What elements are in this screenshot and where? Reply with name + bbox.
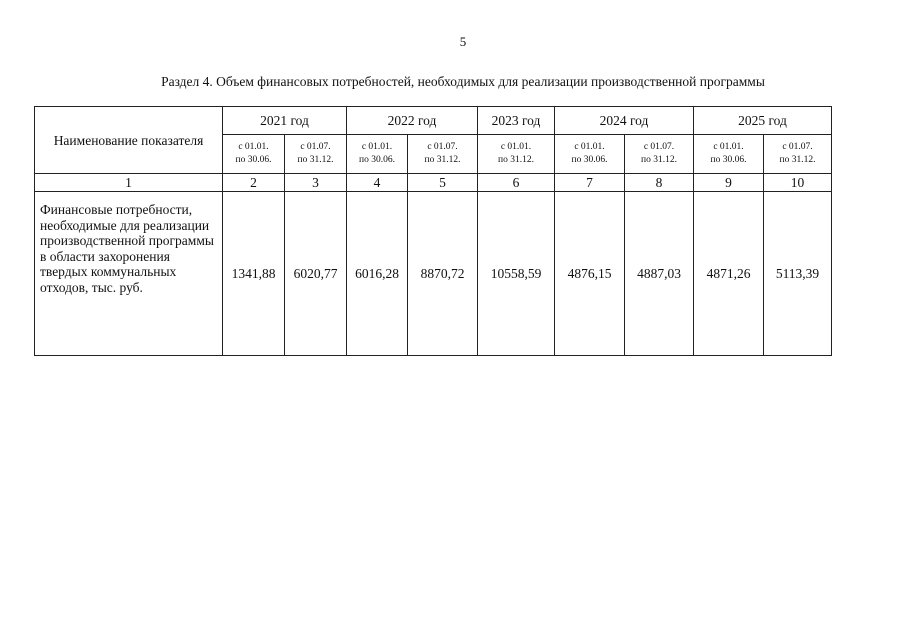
- value-cell: 6020,77: [285, 192, 347, 356]
- period-header: [764, 135, 832, 174]
- year-header-2024: 2024 год: [555, 107, 694, 135]
- period-header: [223, 135, 285, 174]
- period-to: по 31.12.: [498, 155, 534, 165]
- period-header: [285, 135, 347, 174]
- period-header: [408, 135, 478, 174]
- period-to: по 31.12.: [297, 155, 334, 165]
- year-header-2023: 2023 год: [478, 107, 555, 135]
- column-number: 2: [223, 174, 285, 192]
- period-to: по 31.12.: [779, 155, 816, 165]
- column-number: 6: [478, 174, 555, 192]
- value-cell: 4871,26: [694, 192, 764, 356]
- column-number: 5: [408, 174, 478, 192]
- period-from: с 01.07.: [427, 142, 458, 152]
- value-cell: 4876,15: [555, 192, 625, 356]
- year-header-2021: 2021 год: [223, 107, 347, 135]
- indicator-name: Финансовые потребности, необходимые для реализации производственной программы в области захоронения твердых коммунальных отходов, тыс. руб.: [35, 192, 223, 356]
- period-from: с 01.07.: [300, 142, 331, 152]
- year-header-2025: 2025 год: [694, 107, 832, 135]
- table-row: [35, 192, 832, 356]
- period-from: с 01.01.: [361, 142, 393, 152]
- period-from: с 01.01.: [238, 142, 269, 152]
- column-number: 8: [625, 174, 694, 192]
- indicator-name-header: Наименование показателя: [35, 107, 223, 174]
- year-header-2022: 2022 год: [347, 107, 478, 135]
- period-header: [694, 135, 764, 174]
- period-from: с 01.01.: [500, 142, 532, 152]
- value-cell: 8870,72: [408, 192, 478, 356]
- financial-needs-table: [34, 106, 832, 356]
- period-header: [478, 135, 555, 174]
- period-to: по 30.06.: [710, 155, 747, 165]
- column-number: 1: [35, 174, 223, 192]
- column-number: 4: [347, 174, 408, 192]
- page-number: 5: [459, 34, 467, 49]
- period-to: по 30.06.: [359, 155, 395, 165]
- period-from: с 01.01.: [713, 142, 744, 152]
- column-number: 3: [285, 174, 347, 192]
- column-number: 10: [764, 174, 832, 192]
- period-from: с 01.07.: [643, 142, 675, 152]
- section-title: Раздел 4. Объем финансовых потребностей, необходимых для реализации производственной программы: [161, 74, 765, 89]
- period-header: [625, 135, 694, 174]
- period-to: по 31.12.: [424, 155, 461, 165]
- value-cell: 10558,59: [478, 192, 555, 356]
- value-cell: 5113,39: [764, 192, 832, 356]
- period-from: с 01.07.: [782, 142, 813, 152]
- value-cell: 1341,88: [223, 192, 285, 356]
- period-from: с 01.01.: [574, 142, 605, 152]
- value-cell: 6016,28: [347, 192, 408, 356]
- column-number: 9: [694, 174, 764, 192]
- period-header: [555, 135, 625, 174]
- period-to: по 30.06.: [571, 155, 608, 165]
- years-header-row: [35, 107, 832, 135]
- period-to: по 31.12.: [641, 155, 677, 165]
- period-to: по 30.06.: [235, 155, 272, 165]
- value-cell: 4887,03: [625, 192, 694, 356]
- period-header: [347, 135, 408, 174]
- column-number-row: [35, 174, 832, 192]
- column-number: 7: [555, 174, 625, 192]
